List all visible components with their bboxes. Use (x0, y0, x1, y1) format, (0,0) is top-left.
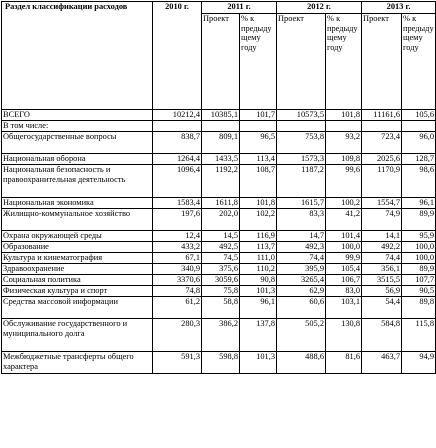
row-value: 2025,6 (362, 154, 402, 165)
table-row (2, 209, 436, 231)
row-label: Национальная экономика (2, 198, 153, 209)
row-value: 598,8 (202, 352, 240, 374)
row-value: 110,2 (240, 264, 277, 275)
row-value: 375,6 (202, 264, 240, 275)
row-value: 116,9 (240, 231, 277, 242)
row-label: Национальная безопасность и правоохранительная деятельность (2, 165, 153, 198)
row-label: Образование (2, 242, 153, 253)
row-label: Межбюджетные трансферты общего характера (2, 352, 153, 374)
row-value (202, 121, 240, 132)
row-value: 109,8 (326, 154, 362, 165)
header-year-2010: 2010 г. (153, 2, 202, 110)
row-label: Общегосударственные вопросы (2, 132, 153, 154)
row-value: 58,8 (202, 297, 240, 319)
table-row (2, 275, 436, 286)
row-value: 62,9 (277, 286, 326, 297)
row-value: 1264,4 (153, 154, 202, 165)
row-value: 89,9 (402, 264, 436, 275)
row-value: 100,2 (326, 198, 362, 209)
row-value: 10385,1 (202, 110, 240, 121)
header-year-2013: 2013 г. (362, 2, 436, 14)
row-value: 96,0 (402, 132, 436, 154)
row-value: 1583,4 (153, 198, 202, 209)
row-value: 1433,5 (202, 154, 240, 165)
row-value: 433,2 (153, 242, 202, 253)
row-value: 101,7 (240, 110, 277, 121)
row-value: 492,2 (362, 242, 402, 253)
row-value: 1615,7 (277, 198, 326, 209)
row-value: 10573,5 (277, 110, 326, 121)
row-value: 505,2 (277, 319, 326, 352)
row-value: 90,8 (240, 275, 277, 286)
row-value: 128,7 (402, 154, 436, 165)
row-value: 107,7 (402, 275, 436, 286)
table-row (2, 253, 436, 264)
row-label: Жилищно-коммунальное хозяйство (2, 209, 153, 231)
row-value: 10212,4 (153, 110, 202, 121)
row-value: 41,2 (326, 209, 362, 231)
row-value: 584,8 (362, 319, 402, 352)
row-value: 340,9 (153, 264, 202, 275)
row-value: 75,8 (202, 286, 240, 297)
row-value: 61,2 (153, 297, 202, 319)
row-value: 103,1 (326, 297, 362, 319)
row-value: 111,0 (240, 253, 277, 264)
row-value: 83,0 (326, 286, 362, 297)
row-value: 96,1 (240, 297, 277, 319)
row-value: 492,3 (277, 242, 326, 253)
row-value: 74,9 (362, 209, 402, 231)
row-value: 94,9 (402, 352, 436, 374)
row-value: 1187,2 (277, 165, 326, 198)
header-year-2012: 2012 г. (277, 2, 362, 14)
table-body (2, 110, 436, 374)
row-value: 74,4 (277, 253, 326, 264)
row-value: 101,4 (326, 231, 362, 242)
table-row (2, 319, 436, 352)
row-value: 99,6 (326, 165, 362, 198)
row-value: 96,5 (240, 132, 277, 154)
row-value: 93,2 (326, 132, 362, 154)
row-value: 1170,9 (362, 165, 402, 198)
row-value: 130,8 (326, 319, 362, 352)
row-value: 100,0 (402, 242, 436, 253)
row-value: 1573,3 (277, 154, 326, 165)
row-value: 74,5 (202, 253, 240, 264)
row-value: 60,6 (277, 297, 326, 319)
budget-table-container (1, 1, 436, 374)
row-value (240, 121, 277, 132)
row-value: 115,8 (402, 319, 436, 352)
row-value: 54,4 (362, 297, 402, 319)
row-value: 137,8 (240, 319, 277, 352)
row-label: Культура и кинематография (2, 253, 153, 264)
row-value: 1096,4 (153, 165, 202, 198)
table-row (2, 121, 436, 132)
row-value: 463,7 (362, 352, 402, 374)
row-value: 11161,6 (362, 110, 402, 121)
row-value: 395,9 (277, 264, 326, 275)
row-value: 356,1 (362, 264, 402, 275)
table-row (2, 110, 436, 121)
row-value: 809,1 (202, 132, 240, 154)
row-value: 105,4 (326, 264, 362, 275)
table-row (2, 165, 436, 198)
header-pct-2011: % к предыдущему году (240, 14, 277, 110)
row-value: 67,1 (153, 253, 202, 264)
row-value: 98,6 (402, 165, 436, 198)
header-year-2011: 2011 г. (202, 2, 277, 14)
table-row (2, 198, 436, 209)
row-label: Национальная оборона (2, 154, 153, 165)
row-value: 1192,2 (202, 165, 240, 198)
header-pct-2013: % к предыдущему году (402, 14, 436, 110)
row-value: 106,7 (326, 275, 362, 286)
row-value: 74,4 (362, 253, 402, 264)
row-value: 101,3 (240, 286, 277, 297)
row-value: 488,6 (277, 352, 326, 374)
row-value: 3515,5 (362, 275, 402, 286)
table-row (2, 264, 436, 275)
row-label: Охрана окружающей среды (2, 231, 153, 242)
table-row (2, 352, 436, 374)
row-label: В том числе: (2, 121, 153, 132)
budget-classification-table (1, 1, 436, 374)
row-value: 95,9 (402, 231, 436, 242)
row-value (326, 121, 362, 132)
row-value: 723,4 (362, 132, 402, 154)
row-value: 102,2 (240, 209, 277, 231)
header-pct-2012: % к предыдущему году (326, 14, 362, 110)
row-value: 101,8 (240, 198, 277, 209)
table-row (2, 231, 436, 242)
row-value: 14,1 (362, 231, 402, 242)
row-value (153, 121, 202, 132)
row-value: 753,8 (277, 132, 326, 154)
row-value: 56,9 (362, 286, 402, 297)
row-value: 3265,4 (277, 275, 326, 286)
row-label: ВСЕГО (2, 110, 153, 121)
row-value: 386,2 (202, 319, 240, 352)
row-value: 108,7 (240, 165, 277, 198)
header-project-2011: Проект (202, 14, 240, 110)
row-value: 90,5 (402, 286, 436, 297)
row-label: Обслуживание государственного и муниципального долга (2, 319, 153, 352)
row-value: 197,6 (153, 209, 202, 231)
header-section: Раздел классификации расходов (2, 2, 153, 110)
row-value: 492,5 (202, 242, 240, 253)
row-value: 113,7 (240, 242, 277, 253)
table-row (2, 297, 436, 319)
row-value: 280,3 (153, 319, 202, 352)
row-label: Физическая культура и спорт (2, 286, 153, 297)
header-project-2013: Проект (362, 14, 402, 110)
row-value: 89,9 (402, 209, 436, 231)
row-value: 81,6 (326, 352, 362, 374)
table-row (2, 242, 436, 253)
row-value: 14,7 (277, 231, 326, 242)
table-row (2, 154, 436, 165)
row-label: Здравоохранение (2, 264, 153, 275)
row-value: 89,8 (402, 297, 436, 319)
table-row (2, 286, 436, 297)
table-row (2, 132, 436, 154)
row-value: 202,0 (202, 209, 240, 231)
row-value: 591,3 (153, 352, 202, 374)
row-value: 113,4 (240, 154, 277, 165)
row-value (402, 121, 436, 132)
row-value: 74,8 (153, 286, 202, 297)
row-value: 101,3 (240, 352, 277, 374)
row-value (362, 121, 402, 132)
row-label: Социальная политика (2, 275, 153, 286)
row-value: 100,0 (402, 253, 436, 264)
row-value: 1554,7 (362, 198, 402, 209)
row-value: 100,0 (326, 242, 362, 253)
row-value: 105,6 (402, 110, 436, 121)
row-value: 1611,8 (202, 198, 240, 209)
row-label: Средства массовой информации (2, 297, 153, 319)
header-project-2012: Проект (277, 14, 326, 110)
row-value: 101,8 (326, 110, 362, 121)
row-value (277, 121, 326, 132)
row-value: 83,3 (277, 209, 326, 231)
row-value: 838,7 (153, 132, 202, 154)
row-value: 3059,6 (202, 275, 240, 286)
row-value: 14,5 (202, 231, 240, 242)
row-value: 96,1 (402, 198, 436, 209)
row-value: 12,4 (153, 231, 202, 242)
row-value: 99,9 (326, 253, 362, 264)
row-value: 3370,6 (153, 275, 202, 286)
